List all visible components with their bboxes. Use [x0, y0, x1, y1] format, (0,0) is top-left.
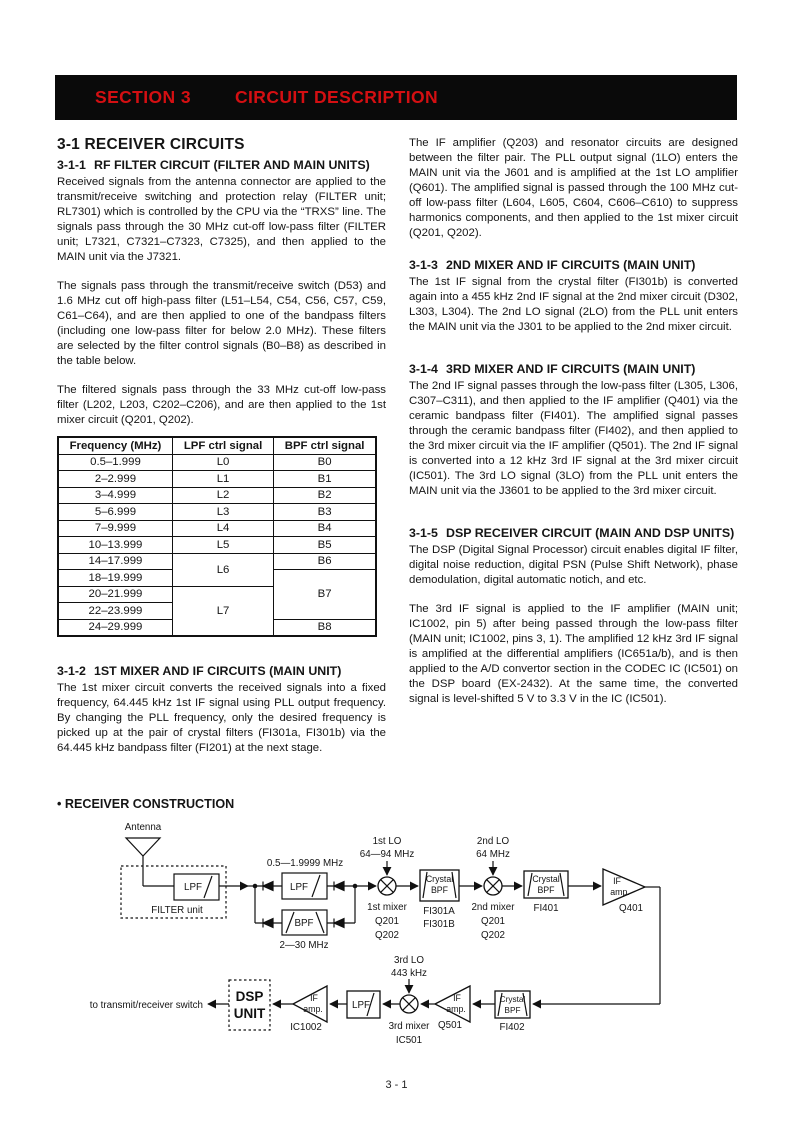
mixer2-ref: Q201 [481, 916, 505, 927]
dsp-unit-block [229, 980, 270, 1030]
xtal2-label: BPF [537, 885, 555, 895]
receiver-construction-diagram [57, 816, 747, 1068]
heading-3-1: 3-1 RECEIVER CIRCUITS [57, 136, 245, 153]
lpf2-label: LPF [352, 1000, 370, 1011]
table-header-row [58, 437, 376, 454]
section-number: SECTION 3 [95, 87, 191, 107]
paragraph: The IF amplifier (Q203) and resonator circuits are designed between the filter pair. The PLL output signal (1LO) enters the MAIN unit via the J601 and is amplified at the 1st LO amplifier (Q601). The amplified signal is passed through the 100 MHz cut-off low-pass filter (L604, L605, C604, C606–C610) to suppress harmonics components, and then applied to the 1st mixer circuit (Q201, Q202). [409, 137, 738, 239]
lo1-freq: 64—94 MHz [359, 849, 415, 860]
mixer1-ref: Q202 [375, 930, 399, 941]
lo3-freq: 443 kHz [391, 968, 427, 979]
mixer1-ref: Q201 [375, 916, 399, 927]
lpf-box-label: LPF [290, 882, 308, 893]
column-header: BPF ctrl signal [274, 437, 376, 454]
section-title: CIRCUIT DESCRIPTION [234, 87, 439, 107]
mixer3-ref: IC501 [395, 1035, 423, 1046]
amp3-label: IF [310, 993, 318, 1003]
xtal1-ref: FI301B [423, 919, 455, 930]
amp1-ref: Q401 [619, 903, 643, 914]
table-row: 7–9.999 L4 B4 [58, 520, 376, 537]
mixer-icon [400, 995, 418, 1013]
mixer-icon [484, 877, 502, 895]
table-row: 2–2.999 L1 B1 [58, 471, 376, 488]
heading-3-1-4: 3-1-4 3RD MIXER AND IF CIRCUITS (MAIN UNIT) [409, 362, 696, 376]
mixer2-name: 2nd mixer [471, 902, 515, 913]
lo2-name: 2nd LO [476, 836, 510, 847]
table-row: 10–13.999 L5 B5 [58, 537, 376, 554]
dsp-unit-label: UNIT [233, 1006, 266, 1021]
paragraph: The filtered signals pass through the 33 MHz cut-off low-pass filter (L202, L203, C202–C206), and are then applied to the 1st mixer circuit (Q201, Q202). [57, 384, 386, 426]
mixer1-name: 1st mixer [367, 902, 407, 913]
amp3-label: amp. [303, 1004, 323, 1014]
paragraph: The 1st IF signal from the crystal filter (FI301b) is converted again into a 455 kHz 2nd IF signal at the 2nd mixer circuit (D302, L303, L304). The 2nd LO signal (2LO) from the PLL unit enters the MAIN unit via the J301 to be applied to the 2nd mixer circuit. [409, 276, 738, 333]
section-header-bar [55, 75, 737, 120]
mixer-icon [378, 877, 396, 895]
amp1-label: IF [613, 876, 621, 886]
diode-icon [263, 919, 273, 928]
amp2-ref: Q501 [438, 1020, 462, 1031]
mixer2-ref: Q202 [481, 930, 505, 941]
paragraph: The 1st mixer circuit converts the received signals into a fixed frequency, 64.445 kHz 1st IF signal using PLL output frequency. By changing the PLL frequency, only the desired frequency is picked up at the pair of crystal filters (FI301a, FI301b) via the 64.445 kHz bandpass filter (FI201) at the next stage. [57, 682, 386, 754]
paragraph: Received signals from the antenna connector are applied to the transmit/receive switching and protection relay (FILTER unit; RL7301) which is controlled by the CPU via the “TRXS” line. The signals pass through the 30 MHz cut-off low-pass filter (FILTER unit; L7321, C7321–C7323, C7325), and then applied to the MAIN unit via the J7321. [57, 176, 386, 263]
bpf-box-label: BPF [294, 918, 314, 929]
xtal2-ref: FI401 [533, 903, 559, 914]
heading-3-1-2: 3-1-2 1ST MIXER AND IF CIRCUITS (MAIN UNIT) [57, 664, 342, 678]
paragraph: The 2nd IF signal passes through the low-pass filter (L305, L306, C307–C311), and then applied to the IF amplifier (Q401) via the ceramic bandpass filter (FI401). The amplified signal passes through the ceramic bandpass filter (FI402), and then applied to the 3rd mixer circuit via the IF amplifier (Q501). The 2nd IF signal is converted into a 12 kHz 3rd IF signal at the 3rd mixer circuit (IC501). The 3rd LO signal (3LO) from the PLL unit enters the MAIN unit via the J3601 to be applied to the 3rd mixer circuit. [409, 380, 738, 497]
table-row: 0.5–1.999 L0 B0 [58, 454, 376, 471]
xtal2-label: Crystal [532, 874, 560, 884]
output-label: to transmit/receiver switch [89, 1000, 203, 1011]
table-row: 5–6.999 L3 B3 [58, 504, 376, 521]
table-row: 3–4.999 L2 B2 [58, 487, 376, 504]
table-row: 24–29.999 B8 [58, 619, 376, 636]
table-row: 14–17.999 L6 B6 [58, 553, 376, 570]
diode-icon [334, 919, 344, 928]
xtal3-label: Crystal [499, 994, 526, 1004]
lo3-name: 3rd LO [394, 955, 424, 966]
table-row: 22–23.999 [58, 603, 376, 620]
bpf-range-label: 2—30 MHz [279, 940, 329, 951]
xtal1-label: Crystal [425, 874, 454, 884]
antenna-label: Antenna [124, 822, 162, 833]
amp1-label: amp. [610, 887, 630, 897]
filter-control-table [57, 436, 377, 637]
column-header: LPF ctrl signal [172, 437, 273, 454]
xtal1-ref: FI301A [423, 906, 455, 917]
table-row: 18–19.999 B7 [58, 570, 376, 587]
left-column [57, 136, 386, 770]
paragraph: The 3rd IF signal is applied to the IF amplifier (MAIN unit; IC1002, pin 5) after being passed through the low-pass filter (MAIN unit; IC1002, pins 3, 1). The amplified 12 kHz 3rd IF signal is amplified at the differential amplifiers (IC651a/b), and is then applied to the A/D convertor section in the CODEC IC (IC501) on the DSP board (EX-2432). At the same time, the converted signal is level-shifted 5 V to 3.3 V in the IC (IC501). [409, 603, 738, 705]
column-header: Frequency (MHz) [58, 437, 172, 454]
heading-3-1-3: 3-1-3 2ND MIXER AND IF CIRCUITS (MAIN UNIT) [409, 258, 696, 272]
paragraph: The signals pass through the transmit/receive switch (D53) and 1.6 MHz cut off high-pass filter (L51–L54, C54, C56, C57, C59, C61–C64), and are then applied to one of the bandpass filters (including one low-pass filter for below 2.0 MHz). These filters are selected by the filter control signals (B0–B8) as described in the table below. [57, 280, 386, 367]
lpf-range-label: 0.5—1.9999 MHz [266, 858, 344, 869]
diode-icon [334, 882, 344, 891]
mixer3-name: 3rd mixer [388, 1021, 430, 1032]
xtal3-label: BPF [504, 1005, 521, 1015]
lo1-name: 1st LO [372, 836, 402, 847]
amp3-ref: IC1002 [290, 1022, 322, 1033]
paragraph: The DSP (Digital Signal Processor) circuit enables digital IF filter, digital noise reduction, digital PSN (Pulse Shift Network), phase demodulation, digital automatic notich, and etc. [409, 544, 738, 586]
right-column [409, 136, 738, 770]
receiver-construction-heading: • RECEIVER CONSTRUCTION [57, 797, 235, 811]
amp2-label: IF [453, 993, 461, 1003]
filter-unit-lpf-label: LPF [184, 882, 202, 893]
lo2-freq: 64 MHz [476, 849, 510, 860]
table-row: 20–21.999 L7 [58, 586, 376, 603]
diode-icon [263, 882, 273, 891]
dsp-unit-label: DSP [235, 989, 264, 1004]
amp2-label: amp. [446, 1004, 466, 1014]
page-number: 3 - 1 [385, 1079, 408, 1091]
filter-unit-label: FILTER unit [151, 905, 203, 916]
xtal1-label: BPF [430, 885, 449, 895]
heading-3-1-1: 3-1-1 RF FILTER CIRCUIT (FILTER AND MAIN UNITS) [57, 158, 370, 172]
page-body [57, 136, 738, 770]
antenna-icon [126, 838, 174, 886]
heading-3-1-5: 3-1-5 DSP RECEIVER CIRCUIT (MAIN AND DSP UNITS) [409, 526, 735, 540]
xtal3-ref: FI402 [499, 1022, 525, 1033]
